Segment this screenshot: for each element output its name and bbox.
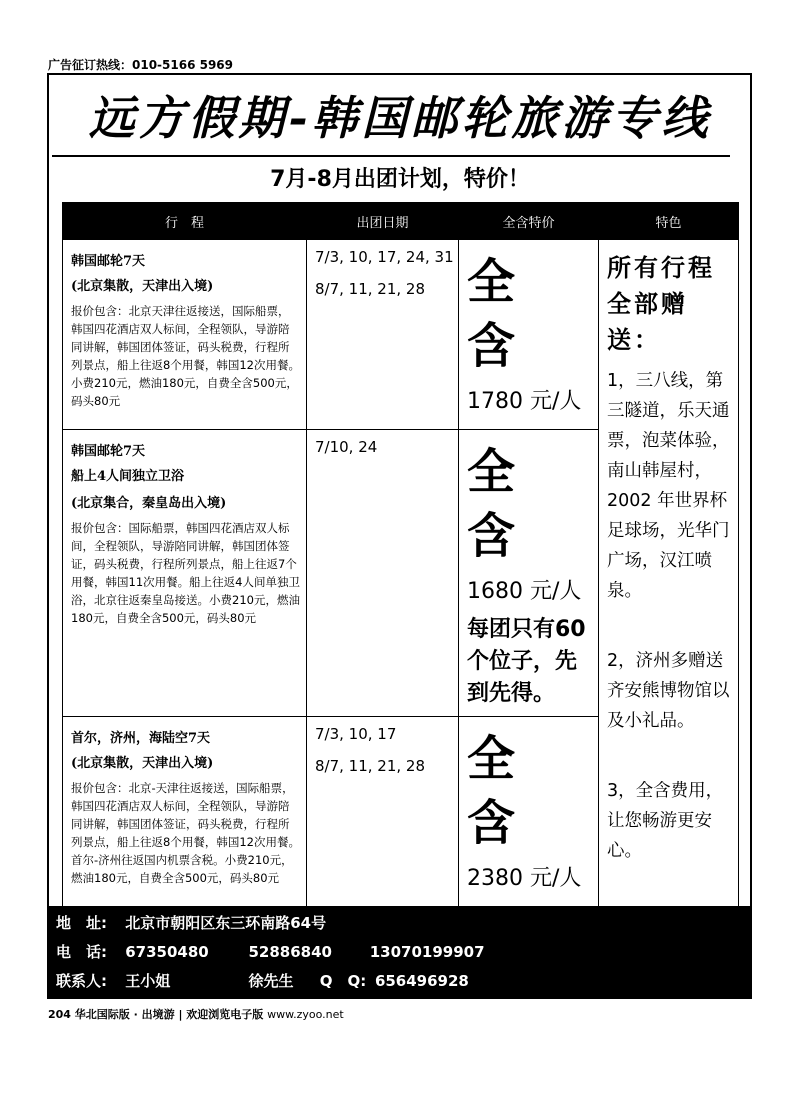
column-header-features: 特色 xyxy=(599,203,739,240)
route-details: 报价包含：国际船票，韩国四花酒店双人标间，全程领队，导游陪同讲解，韩国团体签证，码头税费，行程所列景点，船上往返7个用餐，韩国11次用餐。船上往返4人间单独卫浴，北京往返秦皇岛接送。小费210元，燃油180元，自费全含500元，码头80元 xyxy=(71,521,300,625)
route-cell xyxy=(63,430,307,717)
phone-label: 电 话: xyxy=(56,943,107,961)
departure-dates-july: 7/3, 10, 17, 24, 31 xyxy=(315,248,454,266)
departure-dates-august: 8/7, 11, 21, 28 xyxy=(315,280,426,298)
departure-dates-july: 7/10, 24 xyxy=(315,438,378,456)
tour-plan-table xyxy=(62,202,739,927)
address-row xyxy=(56,910,326,936)
column-header-dates: 出团日期 xyxy=(307,203,459,240)
seat-limit-note: 每团只有60个位子，先到先得。 xyxy=(467,617,586,706)
route-details: 报价包含：北京天津往返接送，国际船票，韩国四花酒店双人标间，全程领队，导游陪同讲解，韩国团体签证，码头税费，行程所列景点，船上往返8个用餐，韩国12次用餐。小费210元，燃油180元，自费全含500元，码头80元 xyxy=(71,304,300,408)
dates-cell xyxy=(307,717,459,927)
contact-person: 王小姐 xyxy=(125,972,171,990)
departure-dates-august: 8/7, 11, 21, 28 xyxy=(315,757,426,775)
phone-number[interactable]: 52886840 xyxy=(248,943,332,961)
feature-item: 3，全含费用，让您畅游更安心。 xyxy=(607,781,724,861)
footer-text: 204 华北国际版 · 出境游 | 欢迎浏览电子版 xyxy=(48,1008,264,1021)
qq-number[interactable]: 656496928 xyxy=(374,972,469,990)
contact-person-label: 联系人: xyxy=(56,972,107,990)
phone-row xyxy=(56,939,485,965)
departure-dates-july: 7/3, 10, 17 xyxy=(315,725,397,743)
price-cell xyxy=(459,717,599,927)
route-cell xyxy=(63,717,307,927)
route-title: 韩国邮轮7天 xyxy=(71,254,146,269)
ad-hotline: 广告征订热线：010-5166 5969 xyxy=(48,58,234,72)
route-subtitle: (北京集散，天津出入境) xyxy=(71,756,214,771)
column-header-price: 全含特价 xyxy=(459,203,599,240)
route-title: 首尔，济州，海陆空7天 xyxy=(71,731,211,746)
route-subtitle: 船上4人间独立卫浴 xyxy=(71,469,185,484)
price-cell xyxy=(459,240,599,430)
route-details: 报价包含：北京-天津往返接送，国际船票，韩国四花酒店双人标间，全程领队，导游陪同讲解，韩国团体签证，码头税费，行程所列景点，船上往返8个用餐，韩国12次用餐。首尔-济州往返国内机票含税。小费210元，燃油180元，自费全含500元，码头80元 xyxy=(71,781,300,885)
page-subtitle: 7月-8月出团计划，特价！ xyxy=(270,167,530,192)
all-inclusive-label: 全 含 xyxy=(467,444,534,564)
price-cell xyxy=(459,430,599,717)
table-header-row xyxy=(63,203,739,240)
all-inclusive-label: 全 含 xyxy=(467,254,534,374)
phone-number[interactable]: 67350480 xyxy=(125,943,209,961)
mobile-number[interactable]: 13070199907 xyxy=(369,943,485,961)
title-divider xyxy=(52,155,730,157)
route-subtitle: (北京集散，天津出入境) xyxy=(71,279,214,294)
route-subtitle: (北京集合，秦皇岛出入境) xyxy=(71,496,227,511)
price-value: 1780 元/人 xyxy=(467,389,582,414)
features-cell xyxy=(599,240,739,927)
column-header-route: 行 程 xyxy=(63,203,307,240)
dates-cell xyxy=(307,430,459,717)
price-value: 2380 元/人 xyxy=(467,866,582,891)
address-value: 北京市朝阳区东三环南路64号 xyxy=(125,914,327,932)
feature-item: 1，三八线，第三隧道，乐天通票，泡菜体验，南山韩屋村，2002 年世界杯足球场，光华门广场，汉江喷泉。 xyxy=(607,371,730,601)
qq-label: Q Q: xyxy=(319,972,367,990)
page-title: 远方假期-韩国邮轮旅游专线 xyxy=(88,91,712,145)
contact-person: 徐先生 xyxy=(248,972,294,990)
route-title: 韩国邮轮7天 xyxy=(71,444,146,459)
route-cell xyxy=(63,240,307,430)
feature-item: 2，济州多赠送齐安熊博物馆以及小礼品。 xyxy=(607,651,730,731)
dates-cell xyxy=(307,240,459,430)
contact-person-row xyxy=(56,968,469,994)
footer-url[interactable]: www.zyoo.net xyxy=(267,1008,344,1021)
contact-panel xyxy=(48,906,750,998)
all-inclusive-label: 全 含 xyxy=(467,731,534,851)
table-row xyxy=(63,240,739,430)
page-footer xyxy=(48,1006,344,1022)
address-label: 地 址: xyxy=(56,914,107,932)
price-value: 1680 元/人 xyxy=(467,579,582,604)
features-heading: 所有行程全部赠送： xyxy=(607,254,715,354)
